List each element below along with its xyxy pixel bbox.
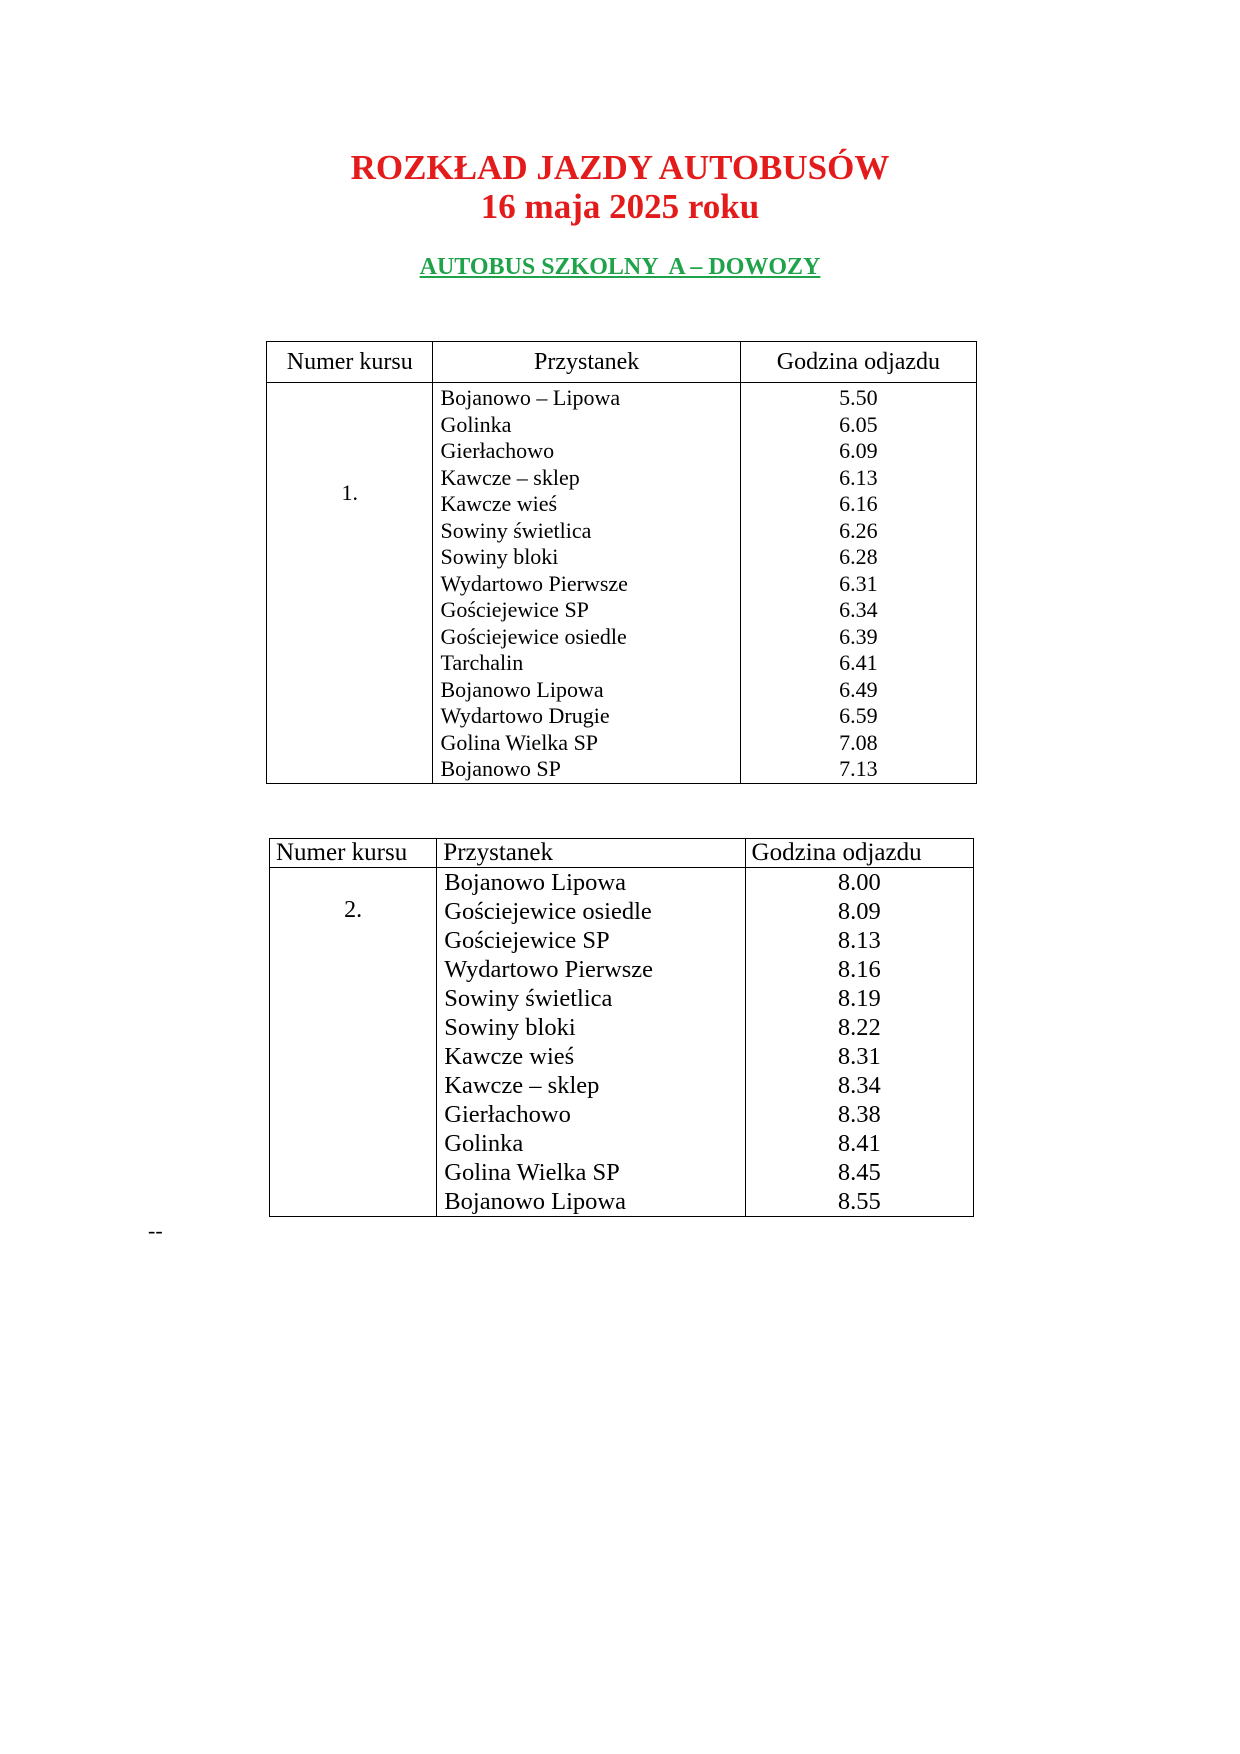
departure-time: 6.39 <box>839 623 878 649</box>
stop-name: Bojanowo – Lipowa <box>440 385 621 410</box>
schedule-table-1 <box>266 341 977 784</box>
stop-name: Wydartowo Drugie <box>440 703 610 728</box>
departure-time: 6.09 <box>839 438 878 463</box>
header-stop: Przystanek <box>437 839 745 868</box>
stop-name: Sowiny świetlica <box>440 517 592 543</box>
departure-time: 6.49 <box>839 676 878 702</box>
departure-time: 8.55 <box>837 1188 881 1215</box>
departure-time: 6.28 <box>839 544 878 569</box>
bus-subtitle: AUTOBUS SZKOLNY A – DOWOZY <box>419 254 821 280</box>
departure-time: 8.13 <box>837 927 881 954</box>
departure-time: 6.26 <box>839 517 878 543</box>
departure-time: 8.09 <box>837 898 881 925</box>
stop-name: Gościejewice osiedle <box>440 623 627 649</box>
departure-time: 8.45 <box>837 1159 881 1186</box>
page-date: 16 maja 2025 roku <box>480 187 760 226</box>
departure-time: 8.19 <box>837 985 881 1012</box>
header-course-number: Numer kursu <box>270 839 437 868</box>
departure-time: 8.34 <box>837 1072 881 1099</box>
stop-name: Golina Wielka SP <box>440 729 599 755</box>
stop-name: Gościejewice SP <box>444 927 610 954</box>
departure-time: 7.08 <box>839 729 878 755</box>
page-title: ROZKŁAD JAZDY AUTOBUSÓW <box>350 148 890 187</box>
departure-time: 8.22 <box>837 1014 881 1041</box>
course-number: 2. <box>270 868 437 1217</box>
times-list <box>740 383 976 784</box>
stop-name: Bojanowo Lipowa <box>444 1188 626 1215</box>
departure-time: 6.59 <box>839 703 878 728</box>
stop-name: Tarchalin <box>440 650 524 675</box>
departure-time: 7.13 <box>839 756 878 781</box>
header-departure-time: Godzina odjazdu <box>745 839 973 868</box>
stop-name: Wydartowo Pierwsze <box>440 570 628 596</box>
times-list <box>745 868 973 1217</box>
schedule-table-2 <box>269 838 974 1217</box>
departure-time: 8.00 <box>837 869 881 896</box>
departure-time: 5.50 <box>839 385 878 410</box>
stop-name: Gościejewice SP <box>440 597 589 622</box>
departure-time: 6.13 <box>839 464 878 490</box>
stop-name: Kawcze – sklep <box>444 1072 600 1099</box>
stop-name: Sowiny świetlica <box>444 985 613 1012</box>
stop-name: Wydartowo Pierwsze <box>444 956 654 983</box>
stop-name: Sowiny bloki <box>440 544 559 569</box>
header-departure-time: Godzina odjazdu <box>740 342 976 383</box>
table-row <box>267 383 977 784</box>
departure-time: 6.16 <box>839 491 878 516</box>
stop-name: Bojanowo Lipowa <box>440 676 604 702</box>
table-row <box>270 868 974 1217</box>
departure-time: 8.31 <box>837 1043 881 1070</box>
stop-name: Gierłachowo <box>444 1101 571 1128</box>
course-number: 1. <box>267 383 433 784</box>
stop-name: Golina Wielka SP <box>444 1159 620 1186</box>
stop-name: Kawcze wieś <box>440 491 558 516</box>
stop-name: Bojanowo SP <box>440 756 561 781</box>
stop-name: Golinka <box>440 411 512 437</box>
header-course-number: Numer kursu <box>267 342 433 383</box>
stop-name: Golinka <box>444 1130 524 1157</box>
stop-name: Kawcze wieś <box>444 1043 575 1070</box>
footer-mark: -- <box>148 1218 163 1243</box>
departure-time: 8.38 <box>837 1101 881 1128</box>
table-header-row <box>270 839 974 868</box>
stop-name: Kawcze – sklep <box>440 464 580 490</box>
stop-name: Bojanowo Lipowa <box>444 869 626 896</box>
departure-time: 8.16 <box>837 956 881 983</box>
departure-time: 6.31 <box>839 570 878 596</box>
stop-name: Sowiny bloki <box>444 1014 576 1041</box>
departure-time: 8.41 <box>837 1130 881 1157</box>
departure-time: 6.41 <box>839 650 878 675</box>
stops-list <box>433 383 740 784</box>
stop-name: Gościejewice osiedle <box>444 898 652 925</box>
departure-time: 6.05 <box>839 411 878 437</box>
stops-list <box>437 868 745 1217</box>
header-stop: Przystanek <box>433 342 740 383</box>
departure-time: 6.34 <box>839 597 878 622</box>
stop-name: Gierłachowo <box>440 438 555 463</box>
table-header-row <box>267 342 977 383</box>
